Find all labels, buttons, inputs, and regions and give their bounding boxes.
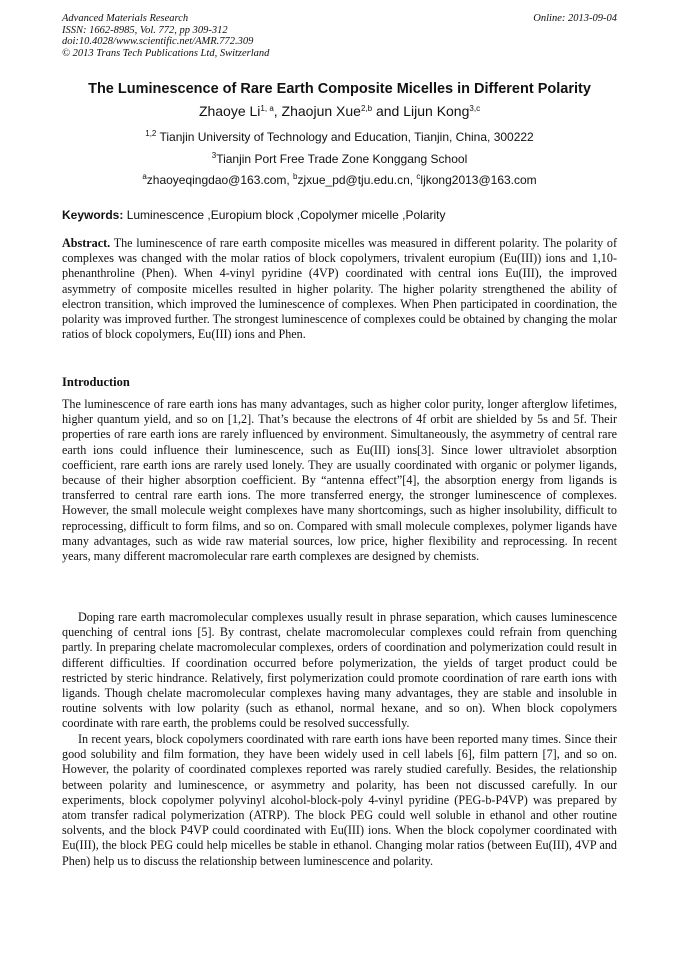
keywords-text: Luminescence ,Europium block ,Copolymer micelle ,Polarity [123, 208, 446, 222]
journal-name: Advanced Materials Research [62, 13, 189, 24]
author-name: Zhaoye Li [198, 103, 261, 119]
journal-header [62, 13, 617, 59]
author-name: Lijun Kong [403, 103, 470, 119]
affiliation-superscript: 3 [211, 151, 217, 160]
copyright-line: © 2013 Trans Tech Publications Ltd, Switzerland [62, 47, 270, 59]
intro-paragraph-1: The luminescence of rare earth ions has many advantages, such as higher color purity, longer afterglow lifetimes, higher quantum yield, and so on [1,2]. That’s because the electrons of 4f orbit are shielded by 5s and 5f. Their properties of rare earth ions are rarely influenced by environment. Simultaneously, the asymmetry of central rare earth ions could influence their luminescence, such as Eu(III) ions[3]. Since lower ultraviolet absorption coefficient, rare earth ions are rarely used lonely. They are usually coordinated with organic or polymer ligands, because of their higher absorption coefficient. By “antenna effect”[4], the absorption energy from ligands is transferred to central rare earth ions. The more transferred energy, the stronger luminescence of complexes. However, the small molecule weight complexes have many shortcomings, such as higher insolubility, difficult to reprocessing, difficult to form films, and so on. Compared with small molecule complexes, polymer ligands have many advantages, such as wide raw material sources, low price, higher flexibility and reprocessing. In recent years, many different macromolecular rare earth complexes are designed by chemists. [62, 397, 617, 564]
author-superscript: 2,b [360, 104, 373, 113]
affiliation-text: Tianjin Port Free Trade Zone Konggang School [216, 152, 468, 166]
keywords-label: Keywords: [62, 208, 124, 222]
online-date: Online: 2013-09-04 [533, 13, 617, 24]
paper-title: The Luminescence of Rare Earth Composite Micelles in Different Polarity [88, 81, 591, 97]
email-superscript: a [142, 172, 147, 181]
email-line [62, 173, 617, 187]
author-separator: and [372, 103, 404, 119]
email-address[interactable]: ljkong2013@163.com [420, 173, 537, 187]
affiliation-text: Tianjin University of Technology and Education, Tianjin, China, 300222 [159, 130, 534, 144]
author-separator: , [273, 103, 282, 119]
affiliation-superscript: 1,2 [145, 129, 157, 138]
keywords [62, 208, 617, 222]
abstract-label: Abstract. [62, 236, 111, 250]
author-name: Zhaojun Xue [281, 103, 361, 119]
section-heading-introduction: Introduction [62, 375, 130, 389]
affiliation-2 [62, 152, 617, 166]
intro-paragraph-3: In recent years, block copolymers coordinated with rare earth ions have been reported many times. Since their good solubility and film formation, they have been widely used in cell labels [6], film pattern [7], and so on. However, the polarity of coordinated complexes reported was rarely studied carefully. Besides, the relationship between polarity and luminescence, or asymmetry and polarity, has been not discussed carefully. In our experiments, block copolymer polyvinyl alcohol-block-poly 4-vinyl pyridine (PEG-b-P4VP) was prepared by atom transfer radical polymerization (ATRP). The block PEG could well soluble in ethanol and other routine solvents, and the block P4VP could coordinated with Eu(III) ions. When the block copolymer coordinated with Eu(III), the block PEG could help micelles be stable in ethanol. Changing molar ratios (between Eu(III), 4VP and Phen) help us to discuss the relationship between luminescence and polarity. [62, 732, 617, 868]
email-superscript: b [293, 172, 298, 181]
doi-line[interactable]: doi:10.4028/www.scientific.net/AMR.772.309 [62, 36, 254, 47]
abstract [62, 236, 617, 342]
email-address[interactable]: zjxue_pd@tju.edu.cn, [297, 173, 417, 187]
email-address[interactable]: zhaoyeqingdao@163.com, [146, 173, 294, 187]
affiliation-1 [62, 130, 617, 144]
author-superscript: 3,c [469, 104, 481, 113]
abstract-text: The luminescence of rare earth composite micelles was measured in different polarity. The polarity of complexes was changed with the molar ratios of block copolymers, trivalent europium (Eu(III)) ions and 1,10-phenanthroline (Phen). When 4-vinyl pyridine (4VP) coordinated with central ions Eu(III), the improved asymmetry of composite micelles resulted in higher polarity. The higher polarity strengthened the ability of electron transition, which improved the luminescence of complexes. When Phen participated in coordination, the polarity was improved further. The strongest luminescence of complexes could be obtained by changing the molar ratios of block copolymers, Eu(III) ions and Phen. [62, 236, 617, 342]
issn-line: ISSN: 1662-8985, Vol. 772, pp 309-312 [62, 24, 228, 36]
email-superscript: c [416, 172, 421, 181]
author-superscript: 1, a [260, 104, 274, 113]
intro-paragraph-2: Doping rare earth macromolecular complexes usually result in phrase separation, which causes luminescence quenching of central ions [5]. By contrast, chelate macromolecular complexes could refrain from quenching partly. In preparing chelate macromolecular complexes, orders of coordination and polymerization could result in different difficulties. If coordination occurred before polymerization, the yields of target product could be restricted by steric hindrance. Relatively, first polymerization could promote coordination of rare earth ions with ligands. Though chelate macromolecular complexes having many advantages, they are stable and insoluble in routine solvents with low polarity (such as ethanol, normal hexane, and so on). When block copolymers coordinate with rare earth, the problems could be resolved successfully. [62, 610, 617, 731]
author-line [62, 102, 617, 120]
